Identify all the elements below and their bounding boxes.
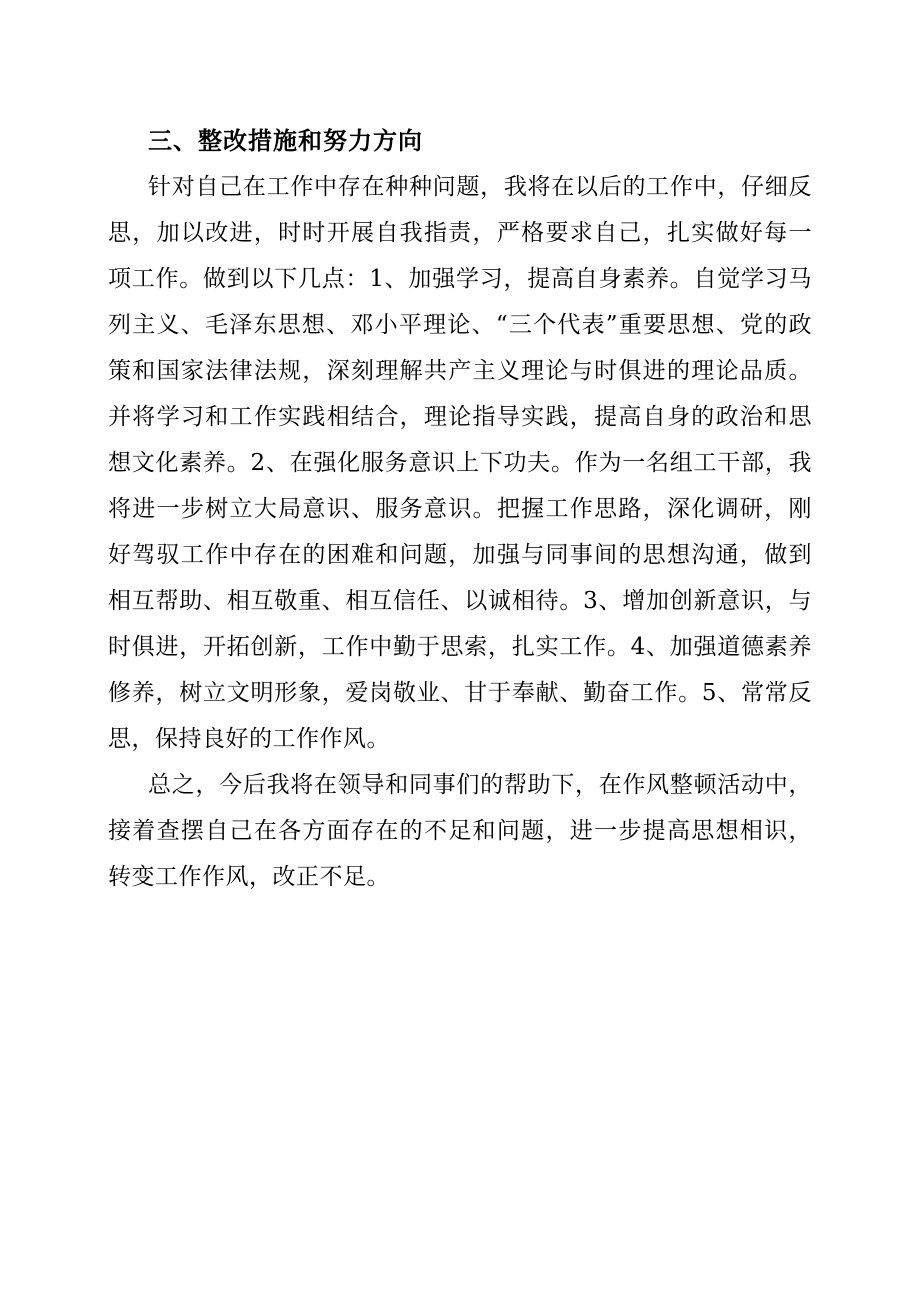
section-heading: 三、整改措施和努力方向	[148, 126, 423, 155]
document-body	[108, 118, 812, 900]
paragraph-conclusion: 总之，今后我将在领导和同事们的帮助下，在作风整顿活动中，接着查摆自己在各方面存在的不足和问题，进一步提高思想相识，转变工作作风，改正不足。	[108, 772, 812, 890]
paragraph-rectification-measures: 针对自己在工作中存在种种问题，我将在以后的工作中，仔细反思，加以改进，时时开展自我指责，严格要求自己，扎实做好每一项工作。做到以下几点：1、加强学习，提高自身素养。自觉学习马列主义、毛泽东思想、邓小平理论、“三个代表”重要思想、党的政策和国家法律法规，深刻理解共产主义理论与时俱进的理论品质。并将学习和工作实践相结合，理论指导实践，提高自身的政治和思想文化素养。2、在强化服务意识上下功夫。作为一名组工干部，我将进一步树立大局意识、服务意识。把握工作思路，深化调研，刚好驾驭工作中存在的困难和问题，加强与同事间的思想沟通，做到相互帮助、相互敬重、相互信任、以诚相待。3、增加创新意识，与时俱进，开拓创新，工作中勤于思索，扎实工作。4、加强道德素养修养，树立文明形象，爱岗敬业、甘于奉献、勤奋工作。5、常常反思，保持良好的工作作风。	[108, 174, 812, 752]
